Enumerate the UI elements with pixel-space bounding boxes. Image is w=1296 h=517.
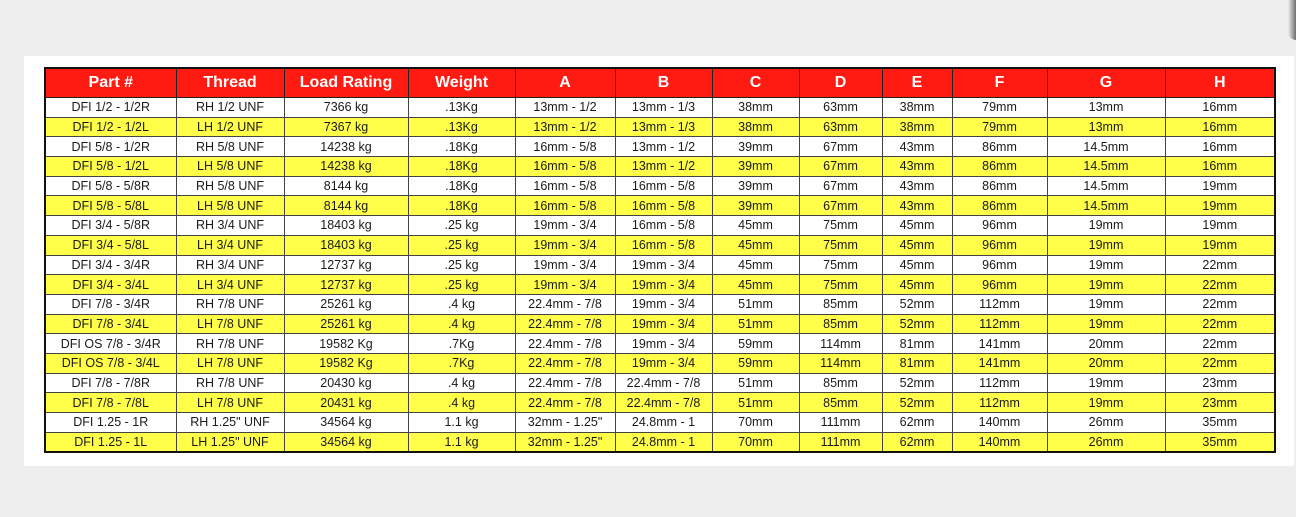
- cell-weight: .7Kg: [408, 353, 515, 373]
- cell-weight: .25 kg: [408, 235, 515, 255]
- cell-e: 38mm: [882, 117, 952, 137]
- cell-g: 13mm: [1047, 98, 1165, 118]
- table-row: [45, 98, 1275, 118]
- cell-g: 14.5mm: [1047, 157, 1165, 177]
- cell-thread: LH 3/4 UNF: [176, 275, 284, 295]
- cell-d: 114mm: [799, 353, 882, 373]
- cell-part-number: DFI 3/4 - 3/4R: [45, 255, 176, 275]
- cell-h: 23mm: [1165, 373, 1275, 393]
- cell-a: 16mm - 5/8: [515, 176, 615, 196]
- cell-thread: RH 7/8 UNF: [176, 294, 284, 314]
- cell-a: 32mm - 1.25": [515, 432, 615, 452]
- cell-weight: .25 kg: [408, 275, 515, 295]
- cell-a: 22.4mm - 7/8: [515, 373, 615, 393]
- table-row: [45, 314, 1275, 334]
- cell-h: 22mm: [1165, 314, 1275, 334]
- cell-part-number: DFI 7/8 - 3/4R: [45, 294, 176, 314]
- cell-thread: LH 7/8 UNF: [176, 314, 284, 334]
- cell-thread: RH 1.25" UNF: [176, 413, 284, 433]
- cell-weight: .18Kg: [408, 137, 515, 157]
- cell-d: 111mm: [799, 432, 882, 452]
- cell-f: 140mm: [952, 432, 1047, 452]
- cell-c: 45mm: [712, 235, 799, 255]
- cell-h: 35mm: [1165, 413, 1275, 433]
- cell-part-number: DFI 5/8 - 5/8L: [45, 196, 176, 216]
- header-e: E: [882, 68, 952, 98]
- cell-b: 13mm - 1/3: [615, 98, 712, 118]
- cell-f: 86mm: [952, 137, 1047, 157]
- header-thread: Thread: [176, 68, 284, 98]
- cell-b: 13mm - 1/3: [615, 117, 712, 137]
- cell-f: 112mm: [952, 393, 1047, 413]
- cell-d: 75mm: [799, 216, 882, 236]
- cell-d: 111mm: [799, 413, 882, 433]
- cell-c: 51mm: [712, 294, 799, 314]
- table-row: [45, 294, 1275, 314]
- cell-g: 19mm: [1047, 275, 1165, 295]
- cell-g: 19mm: [1047, 294, 1165, 314]
- cell-b: 19mm - 3/4: [615, 314, 712, 334]
- cell-b: 22.4mm - 7/8: [615, 393, 712, 413]
- cell-g: 19mm: [1047, 255, 1165, 275]
- cell-f: 86mm: [952, 196, 1047, 216]
- cell-weight: .13Kg: [408, 98, 515, 118]
- cell-h: 19mm: [1165, 196, 1275, 216]
- cell-g: 19mm: [1047, 216, 1165, 236]
- cell-a: 32mm - 1.25": [515, 413, 615, 433]
- cell-thread: LH 1/2 UNF: [176, 117, 284, 137]
- header-b: B: [615, 68, 712, 98]
- cell-c: 51mm: [712, 393, 799, 413]
- cell-thread: LH 1.25" UNF: [176, 432, 284, 452]
- cell-c: 45mm: [712, 216, 799, 236]
- cell-c: 51mm: [712, 314, 799, 334]
- cell-d: 67mm: [799, 176, 882, 196]
- cell-a: 22.4mm - 7/8: [515, 353, 615, 373]
- cell-e: 38mm: [882, 98, 952, 118]
- cell-thread: RH 3/4 UNF: [176, 255, 284, 275]
- cell-e: 43mm: [882, 157, 952, 177]
- cell-g: 19mm: [1047, 314, 1165, 334]
- cell-d: 63mm: [799, 117, 882, 137]
- cell-load-rating: 7367 kg: [284, 117, 408, 137]
- header-c: C: [712, 68, 799, 98]
- cell-e: 45mm: [882, 275, 952, 295]
- cell-b: 19mm - 3/4: [615, 334, 712, 354]
- cell-d: 85mm: [799, 373, 882, 393]
- cell-thread: LH 3/4 UNF: [176, 235, 284, 255]
- cell-e: 52mm: [882, 294, 952, 314]
- cell-d: 67mm: [799, 196, 882, 216]
- cell-part-number: DFI OS 7/8 - 3/4R: [45, 334, 176, 354]
- cell-c: 39mm: [712, 157, 799, 177]
- cell-c: 70mm: [712, 432, 799, 452]
- cell-a: 13mm - 1/2: [515, 98, 615, 118]
- cell-g: 19mm: [1047, 393, 1165, 413]
- cell-a: 22.4mm - 7/8: [515, 314, 615, 334]
- cell-c: 45mm: [712, 255, 799, 275]
- cell-part-number: DFI 5/8 - 5/8R: [45, 176, 176, 196]
- table-row: [45, 413, 1275, 433]
- header-h: H: [1165, 68, 1275, 98]
- cell-b: 16mm - 5/8: [615, 196, 712, 216]
- cell-d: 114mm: [799, 334, 882, 354]
- cell-d: 85mm: [799, 393, 882, 413]
- cell-g: 20mm: [1047, 334, 1165, 354]
- cell-g: 20mm: [1047, 353, 1165, 373]
- spec-table: [44, 67, 1276, 453]
- cell-load-rating: 8144 kg: [284, 196, 408, 216]
- cell-f: 141mm: [952, 334, 1047, 354]
- header-f: F: [952, 68, 1047, 98]
- cell-b: 16mm - 5/8: [615, 176, 712, 196]
- cell-d: 75mm: [799, 255, 882, 275]
- cell-e: 81mm: [882, 334, 952, 354]
- cell-weight: .18Kg: [408, 176, 515, 196]
- cell-a: 22.4mm - 7/8: [515, 393, 615, 413]
- cell-load-rating: 19582 Kg: [284, 353, 408, 373]
- cell-b: 24.8mm - 1: [615, 432, 712, 452]
- cell-a: 19mm - 3/4: [515, 235, 615, 255]
- cell-g: 14.5mm: [1047, 176, 1165, 196]
- cell-c: 51mm: [712, 373, 799, 393]
- cell-load-rating: 18403 kg: [284, 216, 408, 236]
- table-row: [45, 137, 1275, 157]
- cell-thread: RH 7/8 UNF: [176, 334, 284, 354]
- cell-weight: .4 kg: [408, 294, 515, 314]
- cell-h: 16mm: [1165, 98, 1275, 118]
- cell-weight: 1.1 kg: [408, 413, 515, 433]
- cell-f: 112mm: [952, 294, 1047, 314]
- cell-e: 43mm: [882, 176, 952, 196]
- cell-b: 22.4mm - 7/8: [615, 373, 712, 393]
- cell-e: 62mm: [882, 413, 952, 433]
- cell-d: 75mm: [799, 275, 882, 295]
- cell-part-number: DFI 7/8 - 3/4L: [45, 314, 176, 334]
- cell-c: 39mm: [712, 196, 799, 216]
- cell-e: 52mm: [882, 314, 952, 334]
- cell-a: 19mm - 3/4: [515, 255, 615, 275]
- cell-weight: .4 kg: [408, 393, 515, 413]
- cell-c: 59mm: [712, 334, 799, 354]
- cell-d: 63mm: [799, 98, 882, 118]
- cell-g: 14.5mm: [1047, 196, 1165, 216]
- cell-f: 112mm: [952, 314, 1047, 334]
- cell-load-rating: 25261 kg: [284, 294, 408, 314]
- cell-h: 22mm: [1165, 334, 1275, 354]
- cell-e: 45mm: [882, 255, 952, 275]
- cell-f: 86mm: [952, 157, 1047, 177]
- cell-part-number: DFI 1.25 - 1R: [45, 413, 176, 433]
- cell-h: 35mm: [1165, 432, 1275, 452]
- header-part-number: Part #: [45, 68, 176, 98]
- table-row: [45, 235, 1275, 255]
- cell-thread: RH 5/8 UNF: [176, 176, 284, 196]
- table-row: [45, 334, 1275, 354]
- cell-load-rating: 12737 kg: [284, 255, 408, 275]
- cell-b: 19mm - 3/4: [615, 353, 712, 373]
- table-header-row: [45, 68, 1275, 98]
- cell-a: 16mm - 5/8: [515, 137, 615, 157]
- cell-c: 59mm: [712, 353, 799, 373]
- cell-b: 19mm - 3/4: [615, 255, 712, 275]
- cell-a: 19mm - 3/4: [515, 275, 615, 295]
- cell-weight: .4 kg: [408, 373, 515, 393]
- cell-load-rating: 19582 Kg: [284, 334, 408, 354]
- cell-g: 19mm: [1047, 373, 1165, 393]
- cell-part-number: DFI 5/8 - 1/2L: [45, 157, 176, 177]
- cell-load-rating: 25261 kg: [284, 314, 408, 334]
- cell-part-number: DFI 1/2 - 1/2R: [45, 98, 176, 118]
- cell-h: 19mm: [1165, 235, 1275, 255]
- cell-thread: LH 7/8 UNF: [176, 353, 284, 373]
- cell-a: 16mm - 5/8: [515, 157, 615, 177]
- cell-e: 45mm: [882, 235, 952, 255]
- cell-h: 22mm: [1165, 255, 1275, 275]
- cell-weight: .13Kg: [408, 117, 515, 137]
- cell-thread: RH 3/4 UNF: [176, 216, 284, 236]
- cell-g: 13mm: [1047, 117, 1165, 137]
- cell-load-rating: 8144 kg: [284, 176, 408, 196]
- cell-d: 85mm: [799, 314, 882, 334]
- cell-b: 24.8mm - 1: [615, 413, 712, 433]
- cell-c: 45mm: [712, 275, 799, 295]
- cell-d: 67mm: [799, 137, 882, 157]
- cell-f: 96mm: [952, 216, 1047, 236]
- cell-c: 38mm: [712, 117, 799, 137]
- cell-h: 23mm: [1165, 393, 1275, 413]
- window-corner-shadow: [1288, 0, 1296, 40]
- cell-load-rating: 14238 kg: [284, 137, 408, 157]
- cell-b: 19mm - 3/4: [615, 294, 712, 314]
- cell-c: 38mm: [712, 98, 799, 118]
- cell-f: 141mm: [952, 353, 1047, 373]
- cell-d: 85mm: [799, 294, 882, 314]
- cell-c: 70mm: [712, 413, 799, 433]
- table-row: [45, 196, 1275, 216]
- cell-h: 19mm: [1165, 176, 1275, 196]
- cell-load-rating: 34564 kg: [284, 413, 408, 433]
- cell-d: 75mm: [799, 235, 882, 255]
- cell-h: 19mm: [1165, 216, 1275, 236]
- cell-weight: 1.1 kg: [408, 432, 515, 452]
- cell-b: 16mm - 5/8: [615, 235, 712, 255]
- document-page: [24, 56, 1294, 466]
- cell-load-rating: 20430 kg: [284, 373, 408, 393]
- table-row: [45, 176, 1275, 196]
- cell-e: 62mm: [882, 432, 952, 452]
- cell-e: 52mm: [882, 393, 952, 413]
- cell-h: 22mm: [1165, 353, 1275, 373]
- cell-f: 140mm: [952, 413, 1047, 433]
- cell-b: 13mm - 1/2: [615, 137, 712, 157]
- cell-a: 16mm - 5/8: [515, 196, 615, 216]
- cell-f: 79mm: [952, 98, 1047, 118]
- cell-weight: .4 kg: [408, 314, 515, 334]
- cell-weight: .18Kg: [408, 157, 515, 177]
- header-load-rating: Load Rating: [284, 68, 408, 98]
- cell-h: 16mm: [1165, 137, 1275, 157]
- cell-thread: RH 1/2 UNF: [176, 98, 284, 118]
- table-row: [45, 373, 1275, 393]
- cell-weight: .7Kg: [408, 334, 515, 354]
- cell-part-number: DFI 3/4 - 5/8L: [45, 235, 176, 255]
- cell-thread: RH 5/8 UNF: [176, 137, 284, 157]
- cell-load-rating: 14238 kg: [284, 157, 408, 177]
- cell-e: 43mm: [882, 137, 952, 157]
- cell-load-rating: 12737 kg: [284, 275, 408, 295]
- cell-b: 19mm - 3/4: [615, 275, 712, 295]
- cell-weight: .25 kg: [408, 255, 515, 275]
- cell-a: 22.4mm - 7/8: [515, 294, 615, 314]
- cell-load-rating: 18403 kg: [284, 235, 408, 255]
- cell-f: 86mm: [952, 176, 1047, 196]
- cell-b: 16mm - 5/8: [615, 216, 712, 236]
- cell-load-rating: 20431 kg: [284, 393, 408, 413]
- cell-part-number: DFI 1.25 - 1L: [45, 432, 176, 452]
- cell-part-number: DFI 1/2 - 1/2L: [45, 117, 176, 137]
- cell-f: 96mm: [952, 235, 1047, 255]
- cell-h: 22mm: [1165, 294, 1275, 314]
- table-row: [45, 216, 1275, 236]
- cell-a: 13mm - 1/2: [515, 117, 615, 137]
- table-row: [45, 275, 1275, 295]
- table-row: [45, 157, 1275, 177]
- cell-f: 79mm: [952, 117, 1047, 137]
- header-g: G: [1047, 68, 1165, 98]
- table-row: [45, 393, 1275, 413]
- cell-thread: RH 7/8 UNF: [176, 373, 284, 393]
- cell-g: 26mm: [1047, 413, 1165, 433]
- cell-part-number: DFI OS 7/8 - 3/4L: [45, 353, 176, 373]
- table-row: [45, 353, 1275, 373]
- cell-e: 45mm: [882, 216, 952, 236]
- table-row: [45, 117, 1275, 137]
- cell-e: 43mm: [882, 196, 952, 216]
- cell-a: 19mm - 3/4: [515, 216, 615, 236]
- cell-thread: LH 7/8 UNF: [176, 393, 284, 413]
- cell-h: 16mm: [1165, 117, 1275, 137]
- cell-f: 96mm: [952, 275, 1047, 295]
- cell-part-number: DFI 3/4 - 5/8R: [45, 216, 176, 236]
- cell-load-rating: 34564 kg: [284, 432, 408, 452]
- cell-weight: .25 kg: [408, 216, 515, 236]
- cell-load-rating: 7366 kg: [284, 98, 408, 118]
- cell-c: 39mm: [712, 176, 799, 196]
- cell-thread: LH 5/8 UNF: [176, 196, 284, 216]
- header-a: A: [515, 68, 615, 98]
- cell-d: 67mm: [799, 157, 882, 177]
- cell-b: 13mm - 1/2: [615, 157, 712, 177]
- cell-a: 22.4mm - 7/8: [515, 334, 615, 354]
- cell-h: 16mm: [1165, 157, 1275, 177]
- cell-part-number: DFI 7/8 - 7/8R: [45, 373, 176, 393]
- table-row: [45, 255, 1275, 275]
- cell-e: 81mm: [882, 353, 952, 373]
- header-d: D: [799, 68, 882, 98]
- cell-g: 14.5mm: [1047, 137, 1165, 157]
- table-body: [45, 98, 1275, 453]
- cell-c: 39mm: [712, 137, 799, 157]
- cell-g: 19mm: [1047, 235, 1165, 255]
- cell-f: 96mm: [952, 255, 1047, 275]
- cell-e: 52mm: [882, 373, 952, 393]
- cell-part-number: DFI 7/8 - 7/8L: [45, 393, 176, 413]
- cell-g: 26mm: [1047, 432, 1165, 452]
- cell-part-number: DFI 5/8 - 1/2R: [45, 137, 176, 157]
- cell-weight: .18Kg: [408, 196, 515, 216]
- cell-thread: LH 5/8 UNF: [176, 157, 284, 177]
- cell-f: 112mm: [952, 373, 1047, 393]
- header-weight: Weight: [408, 68, 515, 98]
- cell-part-number: DFI 3/4 - 3/4L: [45, 275, 176, 295]
- table-row: [45, 432, 1275, 452]
- cell-h: 22mm: [1165, 275, 1275, 295]
